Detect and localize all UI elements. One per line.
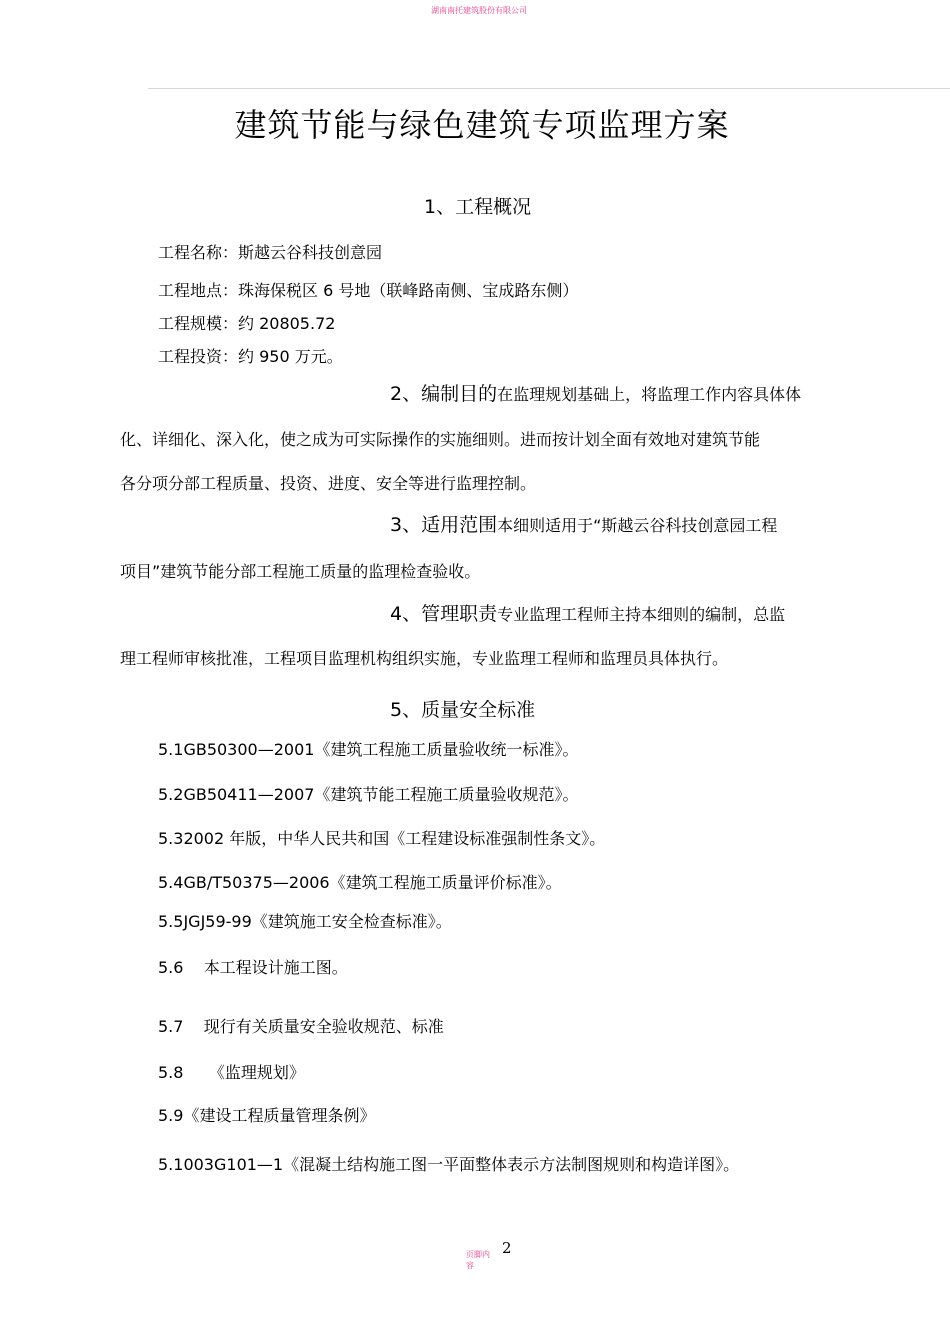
- document-title: 建筑节能与绿色建筑专项监理方案: [234, 106, 730, 144]
- section-2-line-2: 化、详细化、深入化，使之成为可实际操作的实施细则。进而按计划全面有效地对建筑节能: [120, 430, 761, 449]
- footer-label: 页脚内容: [466, 1250, 490, 1270]
- standard-item: 5.9《建设工程质量管理条例》: [158, 1106, 376, 1125]
- standard-item: 5.4GB/T50375—2006《建筑工程施工质量评价标准》。: [158, 873, 562, 892]
- project-scale: 工程规模：约 20805.72: [158, 314, 336, 333]
- section-2-first-line: [390, 383, 801, 406]
- section-2-heading: 2、编制目的: [390, 383, 498, 405]
- standard-item: 5.7 现行有关质量安全验收规范、标准: [158, 1017, 444, 1036]
- standard-item: 5.8 《监理规划》: [158, 1063, 305, 1082]
- standard-item: 5.32002 年版，中华人民共和国《工程建设标准强制性条文》。: [158, 829, 606, 848]
- section-4-line-2: 理工程师审核批准，工程项目监理机构组织实施，专业监理工程师和监理员具体执行。: [120, 649, 729, 668]
- section-4-heading: 4、管理职责: [390, 603, 498, 625]
- section-3-heading: 3、适用范围: [390, 514, 498, 536]
- standard-item: 5.5JGJ59-99《建筑施工安全检查标准》。: [158, 912, 452, 931]
- standard-item: 5.2GB50411—2007《建筑节能工程施工质量验收规范》。: [158, 785, 579, 804]
- header-company-name: 湖南南托建筑股份有限公司: [431, 6, 527, 15]
- section-1-heading: 1、工程概况: [424, 196, 532, 218]
- standard-item: 5.6 本工程设计施工图。: [158, 958, 348, 977]
- section-3-first-line: [390, 514, 777, 537]
- section-4-first-line: [390, 603, 785, 626]
- project-location: 工程地点：珠海保税区 6 号地（联峰路南侧、宝成路东侧）: [158, 281, 579, 300]
- standard-item: 5.1003G101—1《混凝土结构施工图一平面整体表示方法制图规则和构造详图》。: [158, 1155, 740, 1174]
- section-3-line-2: 项目”建筑节能分部工程施工质量的监理检查验收。: [120, 562, 481, 581]
- section-4-line-1: 专业监理工程师主持本细则的编制，总监: [497, 605, 786, 624]
- project-name: 工程名称：斯越云谷科技创意园: [158, 243, 383, 262]
- section-5-heading: 5、质量安全标准: [390, 699, 536, 721]
- section-2-line-1: 在监理规划基础上，将监理工作内容具体体: [497, 385, 802, 404]
- section-3-line-1: 本细则适用于“斯越云谷科技创意园工程: [497, 516, 778, 535]
- standard-item: 5.1GB50300—2001《建筑工程施工质量验收统一标准》。: [158, 740, 579, 759]
- page-number: 2: [502, 1239, 512, 1257]
- header-divider: [148, 88, 950, 89]
- project-investment: 工程投资：约 950 万元。: [158, 347, 343, 366]
- section-2-line-3: 各分项分部工程质量、投资、进度、安全等进行监理控制。: [120, 474, 537, 493]
